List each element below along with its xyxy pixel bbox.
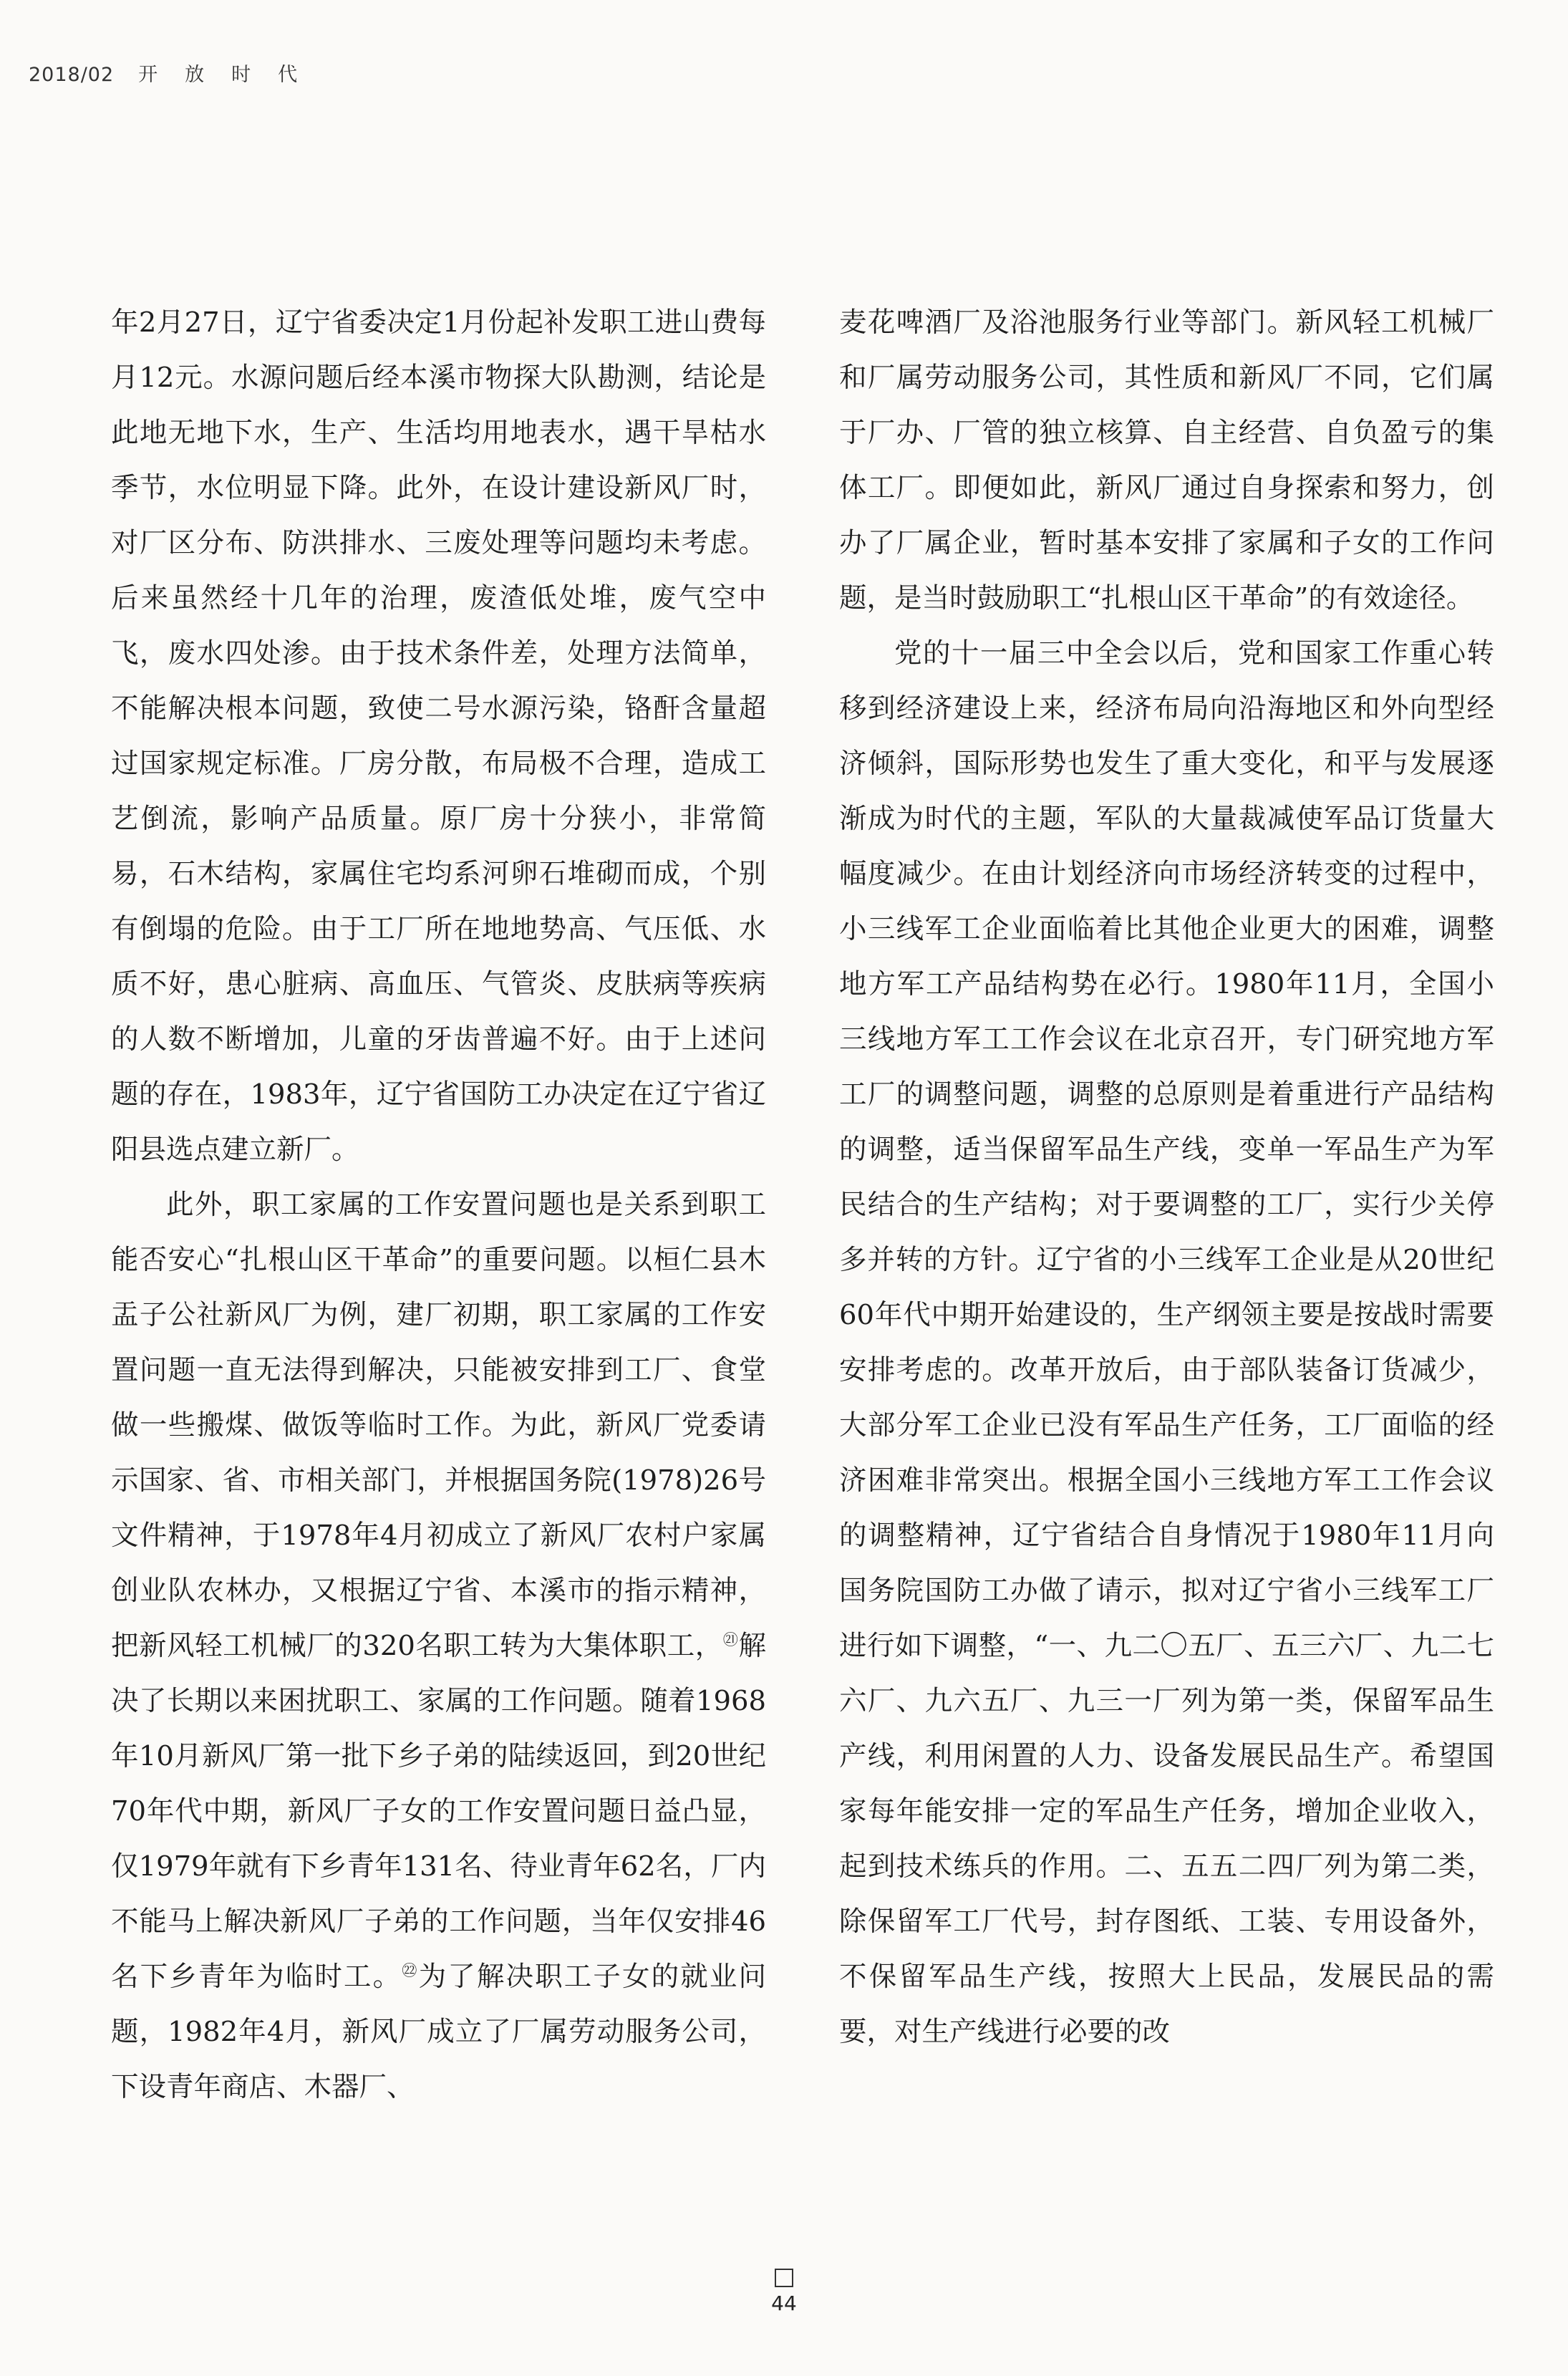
left-column — [111, 295, 766, 2115]
footnote-ref: ㉒ — [402, 1961, 419, 1980]
square-ornament-icon — [775, 2269, 793, 2287]
issue-label: 2018/02 — [29, 64, 115, 86]
paragraph-text: 解决了长期以来困扰职工、家属的工作问题。随着1968年10月新风厂第一批下乡子弟的陆续返回，到20世纪70年代中期，新风厂子女的工作安置问题日益凸显，仅1979年就有下乡青年131名、待业青年62名，厂内不能马上解决新风厂子弟的工作问题，当年仅安排46名下乡青年为临时工。 — [111, 1630, 766, 1993]
right-column — [839, 295, 1494, 2059]
page-number: 44 — [771, 2292, 797, 2315]
paragraph: 年2月27日，辽宁省委决定1月份起补发职工进山费每月12元。水源问题后经本溪市物探大队勘测，结论是此地无地下水，生产、生活均用地表水，遇干旱枯水季节，水位明显下降。此外，在设计建设新风厂时，对厂区分布、防洪排水、三废处理等问题均未考虑。后来虽然经十几年的治理，废渣低处堆，废气空中飞，废水四处渗。由于技术条件差，处理方法简单，不能解决根本问题，致使二号水源污染，铬酐含量超过国家规定标准。厂房分散，布局极不合理，造成工艺倒流，影响产品质量。原厂房十分狭小，非常简易，石木结构，家属住宅均系河卵石堆砌而成，个别有倒塌的危险。由于工厂所在地地势高、气压低、水质不好，患心脏病、高血压、气管炎、皮肤病等疾病的人数不断增加，儿童的牙齿普遍不好。由于上述问题的存在，1983年，辽宁省国防工办决定在辽宁省辽阳县选点建立新厂。 — [111, 306, 766, 1166]
page-footer — [0, 2269, 1568, 2315]
footnote-ref: ㉑ — [722, 1631, 739, 1649]
paragraph: 党的十一届三中全会以后，党和国家工作重心转移到经济建设上来，经济布局向沿海地区和外向型经济倾斜，国际形势也发生了重大变化，和平与发展逐渐成为时代的主题，军队的大量裁减使军品订货量大幅度减少。在由计划经济向市场经济转变的过程中，小三线军工企业面临着比其他企业更大的困难，调整地方军工产品结构势在必行。1980年11月，全国小三线地方军工工作会议在北京召开，专门研究地方军工厂的调整问题，调整的总原则是着重进行产品结构的调整，适当保留军品生产线，变单一军品生产为军民结合的生产结构；对于要调整的工厂，实行少关停多并转的方针。辽宁省的小三线军工企业是从20世纪60年代中期开始建设的，生产纲领主要是按战时需要安排考虑的。改革开放后，由于部队装备订货减少，大部分军工企业已没有军品生产任务，工厂面临的经济困难非常突出。根据全国小三线地方军工工作会议的调整精神，辽宁省结合自身情况于1980年11月向国务院国防工办做了请示，拟对辽宁省小三线军工厂进行如下调整，“一、九二〇五厂、五三六厂、九二七六厂、九六五厂、九三一厂列为第一类，保留军品生产线，利用闲置的人力、设备发展民品生产。希望国家每年能安排一定的军品生产任务，增加企业收入，起到技术练兵的作用。二、五五二四厂列为第二类，除保留军工厂代号，封存图纸、工装、专用设备外，不保留军品生产线，按照大上民品，发展民品的需要，对生产线进行必要的改 — [839, 637, 1494, 2048]
running-header — [29, 59, 324, 87]
paragraph — [111, 1177, 766, 2115]
paragraph-text: 此外，职工家属的工作安置问题也是关系到职工能否安心“扎根山区干革命”的重要问题。以桓仁县木盂子公社新风厂为例，建厂初期，职工家属的工作安置问题一直无法得到解决，只能被安排到工厂、食堂做一些搬煤、做饭等临时工作。为此，新风厂党委请示国家、省、市相关部门，并根据国务院(1978)26号文件精神，于1978年4月初成立了新风厂农村户家属创业队农林办，又根据辽宁省、本溪市的指示精神，把新风轻工机械厂的320名职工转为大集体职工， — [111, 1189, 766, 1662]
journal-title: 开放时代 — [138, 64, 325, 86]
paragraph-text: 为了解决职工子女的就业问题，1982年4月，新风厂成立了厂属劳动服务公司，下设青年商店、木器厂、 — [111, 1961, 766, 2103]
paragraph: 麦花啤酒厂及浴池服务行业等部门。新风轻工机械厂和厂属劳动服务公司，其性质和新风厂不同，它们属于厂办、厂管的独立核算、自主经营、自负盈亏的集体工厂。即便如此，新风厂通过自身探索和努力，创办了厂属企业，暂时基本安排了家属和子女的工作问题，是当时鼓励职工“扎根山区干革命”的有效途径。 — [839, 306, 1494, 614]
